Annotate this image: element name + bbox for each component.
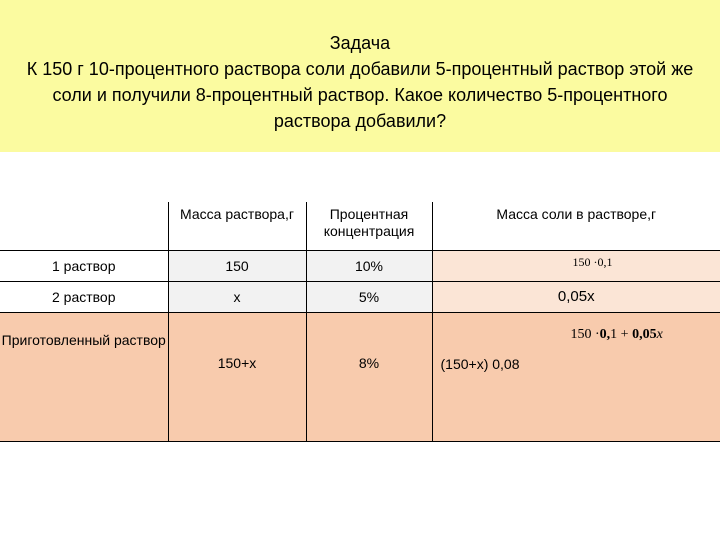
task-line-1: К 150 г 10-процентного раствора соли добавили 5-процентный раствор этой же	[26, 59, 694, 79]
table-row	[0, 313, 720, 442]
header-salt-mass: Масса соли в растворе,г	[432, 202, 720, 251]
row-salt	[432, 282, 720, 313]
table-row	[0, 282, 720, 313]
row-salt	[432, 251, 720, 282]
header-empty-cell	[0, 202, 168, 251]
row-mass: 150+х	[168, 313, 306, 442]
salt-formula-1: 150 ·0,1	[572, 255, 613, 269]
solution-table	[0, 202, 720, 442]
row-mass: 150	[168, 251, 306, 282]
row-percent: 8%	[306, 313, 432, 442]
task-line-2: соли и получили 8-процентный раствор. Какое количество 5-процентного	[52, 85, 668, 105]
table-header-row	[0, 202, 720, 251]
salt-formula-2: 0,05х	[557, 288, 595, 305]
row-label: 1 раствор	[0, 251, 168, 282]
row-salt	[432, 313, 720, 442]
row-label: 2 раствор	[0, 282, 168, 313]
row-percent: 10%	[306, 251, 432, 282]
task-line-3: раствора добавили?	[273, 111, 447, 131]
sum-formula: 150 ·0,1 + 0,05x	[570, 327, 663, 342]
row-mass: х	[168, 282, 306, 313]
task-banner	[0, 0, 720, 152]
task-title: Задача	[329, 33, 391, 53]
task-text	[0, 30, 720, 134]
header-percent: Процентная концентрация	[306, 202, 432, 251]
row-label: Приготовленный раствор	[0, 313, 168, 442]
salt-expression: (150+х) 0,08	[440, 356, 520, 372]
row-percent: 5%	[306, 282, 432, 313]
header-mass: Масса раствора,г	[168, 202, 306, 251]
table-row	[0, 251, 720, 282]
